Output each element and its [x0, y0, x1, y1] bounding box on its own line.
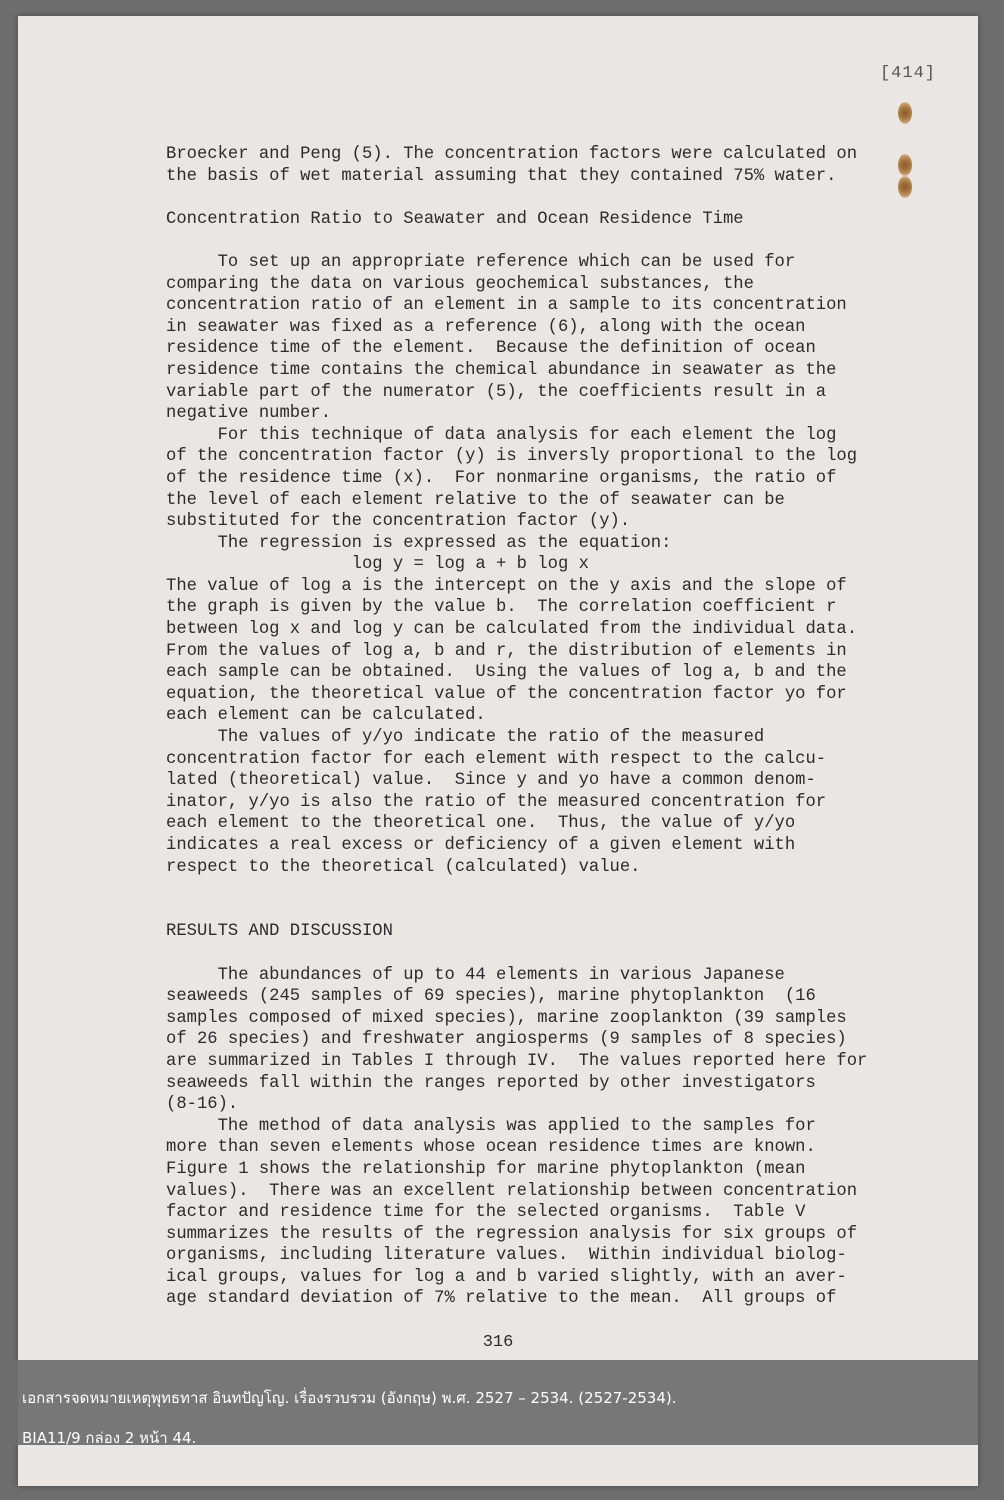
text-line: the graph is given by the value b. The correlation coefficient r	[166, 598, 837, 618]
archive-page-mark: [414]	[879, 64, 936, 83]
text-line: residence time of the element. Because the definition of ocean	[166, 339, 816, 359]
text-line: of the concentration factor (y) is inversly proportional to the log	[166, 447, 858, 467]
text-line: The value of log a is the intercept on the y axis and the slope of	[166, 576, 847, 596]
text-line: the level of each element relative to the of seawater can be	[166, 490, 785, 510]
text-line: equation, the theoretical value of the concentration factor yo for	[166, 684, 847, 704]
text-line: of 26 species) and freshwater angiosperms (9 samples of 8 species)	[166, 1030, 847, 1050]
text-line: samples composed of mixed species), marine zooplankton (39 samples	[166, 1008, 847, 1028]
text-line: The abundances of up to 44 elements in various Japanese	[166, 965, 785, 985]
text-line: From the values of log a, b and r, the distribution of elements in	[166, 641, 847, 661]
text-line: age standard deviation of 7% relative to the mean. All groups of	[166, 1289, 837, 1309]
text-line: are summarized in Tables I through IV. The values reported here for	[166, 1051, 868, 1071]
text-line: Concentration Ratio to Seawater and Ocean Residence Time	[166, 209, 744, 229]
text-line: comparing the data on various geochemical substances, the	[166, 274, 754, 294]
text-line: each sample can be obtained. Using the values of log a, b and the	[166, 663, 847, 683]
blank-line	[166, 230, 926, 252]
text-line: factor and residence time for the selected organisms. Table V	[166, 1203, 806, 1223]
text-line: (8-16).	[166, 1095, 239, 1115]
text-line: To set up an appropriate reference which can be used for	[166, 252, 796, 272]
text-line: between log x and log y can be calculated from the individual data.	[166, 620, 858, 640]
page-number: 316	[482, 1333, 514, 1352]
text-line: values). There was an excellent relationship between concentration	[166, 1181, 858, 1201]
staple-rust-mark	[898, 102, 912, 124]
text-line: inator, y/yo is also the ratio of the measured concentration for	[166, 792, 827, 812]
text-line: RESULTS AND DISCUSSION	[166, 922, 393, 942]
text-line: each element can be calculated.	[166, 706, 486, 726]
text-line: in seawater was fixed as a reference (6), along with the ocean	[166, 317, 806, 337]
text-line: the basis of wet material assuming that they contained 75% water.	[166, 166, 837, 186]
text-line: The values of y/yo indicate the ratio of the measured	[166, 728, 765, 748]
typewritten-body-text	[166, 144, 926, 1310]
text-line: negative number.	[166, 404, 332, 424]
text-line: concentration ratio of an element in a sample to its concentration	[166, 296, 847, 316]
document-page	[18, 16, 978, 1486]
text-line: seaweeds fall within the ranges reported by other investigators	[166, 1073, 816, 1093]
text-line: more than seven elements whose ocean residence times are known.	[166, 1138, 816, 1158]
text-line: seaweeds (245 samples of 69 species), marine phytoplankton (16	[166, 987, 816, 1007]
text-line: organisms, including literature values. Within individual biolog-	[166, 1246, 847, 1266]
caption-reference: BIA11/9 กล่อง 2 หน้า 44.	[22, 1429, 197, 1447]
text-line: concentration factor for each element with respect to the calcu-	[166, 749, 827, 769]
text-line: indicates a real excess or deficiency of a given element with	[166, 836, 796, 855]
text-line: lated (theoretical) value. Since y and yo have a common denom-	[166, 771, 816, 791]
text-line: For this technique of data analysis for each element the log	[166, 425, 837, 445]
blank-line	[166, 900, 926, 922]
text-line: residence time contains the chemical abundance in seawater as the	[166, 360, 837, 380]
text-line: summarizes the results of the regression analysis for six groups of	[166, 1224, 858, 1244]
text-line: The regression is expressed as the equation:	[166, 533, 672, 553]
text-line: ical groups, values for log a and b varied slightly, with an aver-	[166, 1267, 847, 1287]
text-line: variable part of the numerator (5), the coefficients result in a	[166, 382, 827, 402]
text-line: each element to the theoretical one. Thus, the value of y/yo	[166, 814, 796, 834]
text-line: Figure 1 shows the relationship for marine phytoplankton (mean	[166, 1159, 806, 1179]
blank-line	[166, 187, 926, 209]
text-line: The method of data analysis was applied to the samples for	[166, 1116, 816, 1136]
text-line: substituted for the concentration factor (y).	[166, 512, 631, 532]
text-line: of the residence time (x). For nonmarine organisms, the ratio of	[166, 468, 837, 488]
text-line: log y = log a + b log x	[166, 555, 589, 575]
blank-line	[166, 878, 926, 900]
blank-line	[166, 943, 926, 965]
text-line: Broecker and Peng (5). The concentration factors were calculated on	[166, 145, 858, 164]
archive-caption-bar	[0, 1360, 978, 1445]
text-line: respect to the theoretical (calculated) value.	[166, 857, 641, 877]
caption-title: เอกสารจดหมายเหตุพุทธทาส อินทปัญโญ. เรื่องรวบรวม (อังกฤษ) พ.ศ. 2527 – 2534. (2527-2534).	[22, 1389, 677, 1407]
